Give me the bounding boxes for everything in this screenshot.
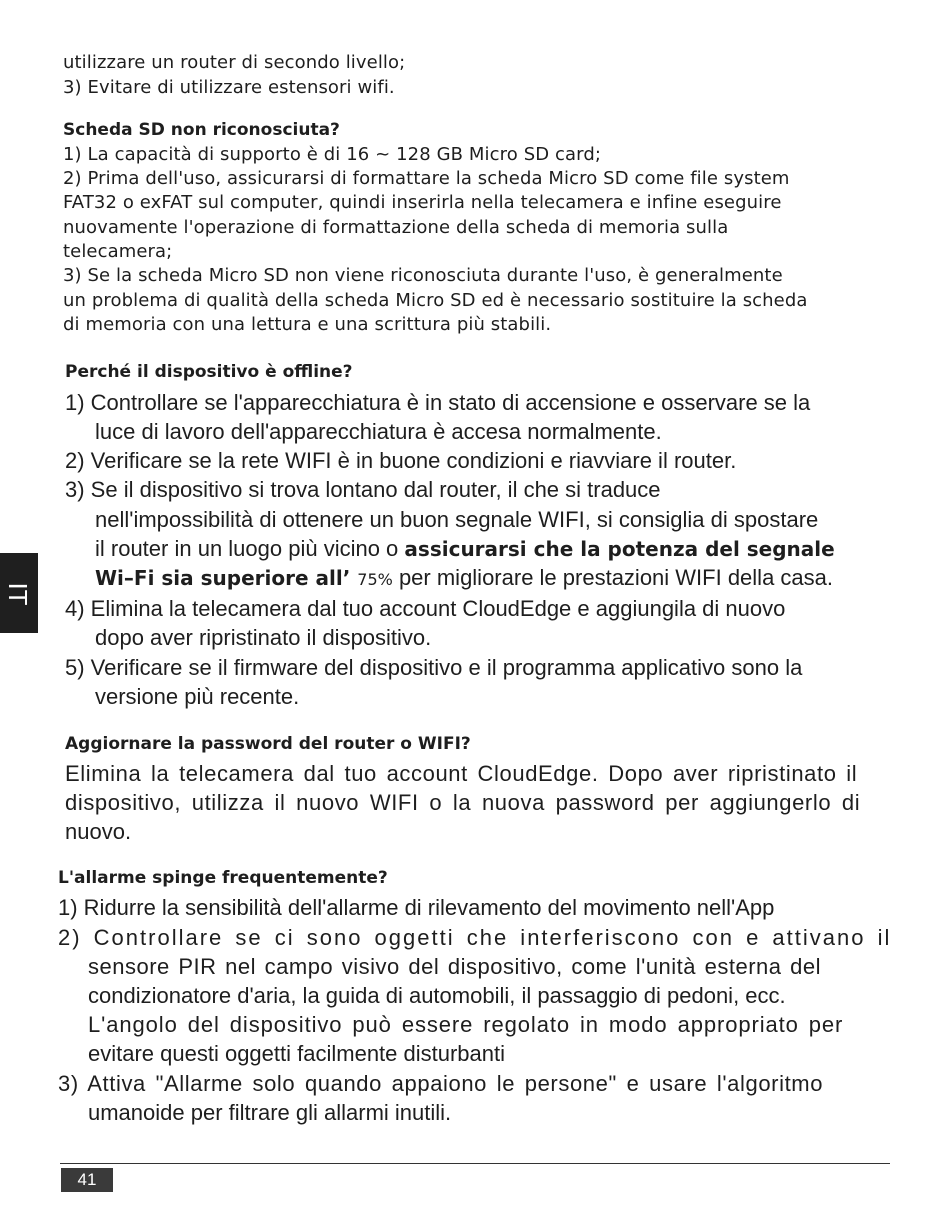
intro-line-2: 3) Evitare di utilizzare estensori wifi.: [63, 77, 395, 98]
sd-heading: Scheda SD non riconosciuta?: [63, 120, 340, 140]
sd-line: 2) Prima dell'uso, assicurarsi di formattare la scheda Micro SD come file system: [63, 168, 790, 189]
offline-line: dopo aver ripristinato il dispositivo.: [95, 625, 432, 650]
offline-line: 4) Elimina la telecamera dal tuo account CloudEdge e aggiungila di nuovo: [65, 596, 786, 621]
offline-text: per migliorare le prestazioni WIFI della casa.: [392, 565, 833, 590]
alarm-heading: L'allarme spinge frequentemente?: [58, 868, 388, 888]
alarm-line: condizionatore d'aria, la guida di automobili, il passaggio di pedoni, ecc.: [88, 983, 786, 1008]
offline-line: 2) Verificare se la rete WIFI è in buone condizioni e riavviare il router.: [65, 448, 737, 473]
alarm-line: 3) Attiva "Allarme solo quando appaiono le persone" e usare l'algoritmo: [58, 1071, 824, 1096]
password-line: dispositivo, utilizza il nuovo WIFI o la nuova password per aggiungerlo di: [65, 790, 861, 815]
alarm-line: sensore PIR nel campo visivo del dispositivo, come l'unità esterna del: [88, 954, 821, 979]
offline-text: il router in un luogo più vicino o: [95, 536, 405, 561]
page-number-box: [61, 1168, 113, 1192]
alarm-line: umanoide per filtrare gli allarmi inutili.: [88, 1100, 452, 1125]
offline-line: versione più recente.: [95, 684, 300, 709]
password-line: nuovo.: [65, 819, 132, 844]
language-tab: [0, 553, 38, 633]
alarm-line: 1) Ridurre la sensibilità dell'allarme di rilevamento del movimento nell'App: [58, 895, 775, 920]
sd-line: FAT32 o exFAT sul computer, quindi inserirla nella telecamera e infine eseguire: [63, 192, 782, 213]
offline-line: nell'impossibilità di ottenere un buon segnale WIFI, si consiglia di spostare: [95, 507, 819, 532]
page-number: 41: [77, 1170, 97, 1189]
sd-line: nuovamente l'operazione di formattazione della scheda di memoria sulla: [63, 217, 729, 238]
sd-line: telecamera;: [63, 241, 173, 262]
sd-line: 3) Se la scheda Micro SD non viene riconosciuta durante l'uso, è generalmente: [63, 265, 783, 286]
offline-line: 1) Controllare se l'apparecchiatura è in stato di accensione e osservare se la: [65, 390, 811, 415]
offline-line-mixed: [95, 538, 835, 560]
password-line: Elimina la telecamera dal tuo account CloudEdge. Dopo aver ripristinato il: [65, 761, 858, 786]
offline-line-mixed: [95, 567, 833, 589]
offline-emphasis: assicurarsi che la potenza del segnale: [404, 537, 835, 561]
sd-line: 1) La capacità di supporto è di 16 ~ 128 GB Micro SD card;: [63, 144, 602, 165]
intro-line-1: utilizzare un router di secondo livello;: [63, 52, 406, 73]
offline-emphasis: Wi–Fi sia superiore all’: [95, 566, 358, 590]
alarm-line: 2) Controllare se ci sono oggetti che interferiscono con e attivano il: [58, 925, 892, 950]
sd-line: di memoria con una lettura e una scrittura più stabili.: [63, 314, 552, 335]
offline-heading: Perché il dispositivo è offline?: [65, 362, 353, 382]
language-tab-label: IT: [3, 582, 33, 606]
footer-divider: [60, 1163, 890, 1164]
signal-percentage: 75%: [357, 570, 393, 589]
password-heading: Aggiornare la password del router o WIFI?: [65, 734, 471, 754]
alarm-line: L'angolo del dispositivo può essere regolato in modo appropriato per: [88, 1012, 844, 1037]
offline-line: 3) Se il dispositivo si trova lontano dal router, il che si traduce: [65, 477, 661, 502]
sd-line: un problema di qualità della scheda Micro SD ed è necessario sostituire la scheda: [63, 290, 808, 311]
alarm-line: evitare questi oggetti facilmente disturbanti: [88, 1041, 506, 1066]
offline-line: 5) Verificare se il firmware del dispositivo e il programma applicativo sono la: [65, 655, 803, 680]
offline-line: luce di lavoro dell'apparecchiatura è accesa normalmente.: [95, 419, 662, 444]
